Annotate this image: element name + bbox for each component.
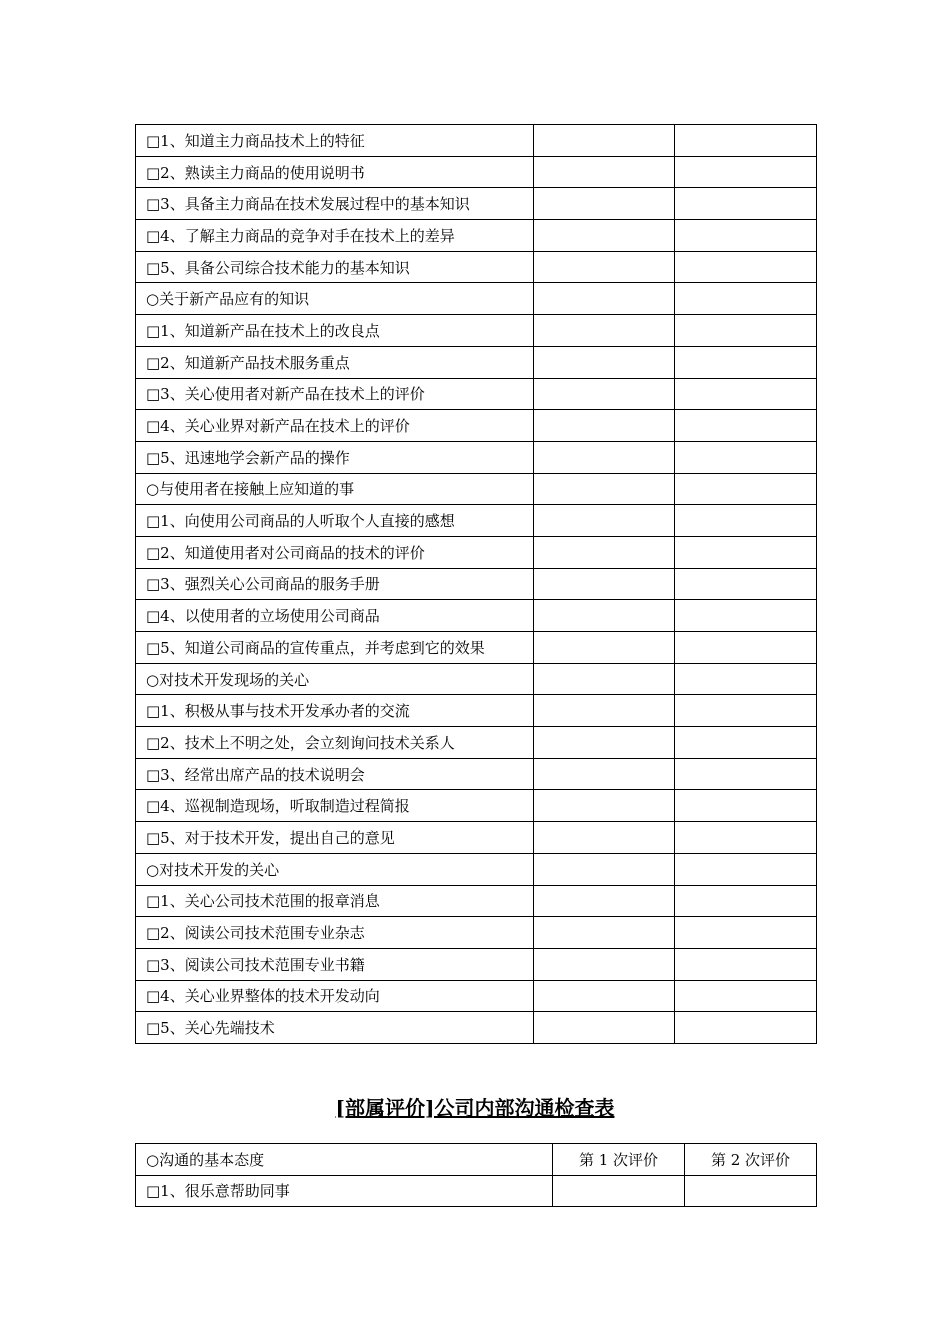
internal-communication-checklist [135, 1143, 817, 1207]
technical-knowledge-checklist [135, 124, 817, 1044]
second-evaluation-cell[interactable] [675, 536, 817, 568]
checklist-item: □4、关心业界对新产品在技术上的评价 [136, 410, 534, 442]
table-row [136, 980, 817, 1012]
second-evaluation-cell[interactable] [675, 727, 817, 759]
first-evaluation-cell[interactable] [553, 1175, 685, 1207]
table-row [136, 790, 817, 822]
second-evaluation-cell[interactable] [675, 441, 817, 473]
first-evaluation-cell[interactable] [534, 758, 675, 790]
second-evaluation-cell[interactable] [675, 568, 817, 600]
second-evaluation-cell[interactable] [675, 251, 817, 283]
first-evaluation-cell[interactable] [534, 695, 675, 727]
first-evaluation-cell[interactable] [534, 568, 675, 600]
second-evaluation-cell[interactable] [675, 632, 817, 664]
checklist-item: □3、关心使用者对新产品在技术上的评价 [136, 378, 534, 410]
checklist-item: □5、迅速地学会新产品的操作 [136, 441, 534, 473]
second-evaluation-cell[interactable] [675, 885, 817, 917]
first-evaluation-cell[interactable] [534, 473, 675, 505]
table-row [136, 156, 817, 188]
second-evaluation-cell[interactable] [675, 378, 817, 410]
table-row [136, 917, 817, 949]
second-evaluation-header: 第 2 次评价 [685, 1144, 817, 1176]
checklist-item: □5、对于技术开发，提出自己的意见 [136, 822, 534, 854]
first-evaluation-cell[interactable] [534, 600, 675, 632]
table-row [136, 410, 817, 442]
checklist-item: □1、关心公司技术范围的报章消息 [136, 885, 534, 917]
table-row [136, 283, 817, 315]
checklist-item: □4、以使用者的立场使用公司商品 [136, 600, 534, 632]
checklist-item: □2、阅读公司技术范围专业杂志 [136, 917, 534, 949]
first-evaluation-cell[interactable] [534, 315, 675, 347]
table-row [136, 378, 817, 410]
table-row [136, 758, 817, 790]
second-evaluation-cell[interactable] [675, 695, 817, 727]
second-evaluation-cell[interactable] [675, 188, 817, 220]
second-evaluation-cell[interactable] [675, 663, 817, 695]
checklist-item: □3、经常出席产品的技术说明会 [136, 758, 534, 790]
first-evaluation-cell[interactable] [534, 410, 675, 442]
checklist-item: □4、了解主力商品的竞争对手在技术上的差异 [136, 220, 534, 252]
table-row [136, 473, 817, 505]
first-evaluation-cell[interactable] [534, 917, 675, 949]
table-row [136, 315, 817, 347]
first-evaluation-cell[interactable] [534, 536, 675, 568]
checklist-item: ○关于新产品应有的知识 [136, 283, 534, 315]
checklist-item: □3、强烈关心公司商品的服务手册 [136, 568, 534, 600]
first-evaluation-cell[interactable] [534, 125, 675, 157]
first-evaluation-cell[interactable] [534, 346, 675, 378]
second-evaluation-cell[interactable] [675, 156, 817, 188]
second-evaluation-cell[interactable] [675, 346, 817, 378]
second-evaluation-cell[interactable] [675, 822, 817, 854]
table-row [136, 1175, 817, 1207]
table-row [136, 663, 817, 695]
table-row [136, 441, 817, 473]
checklist-item: □5、关心先端技术 [136, 1012, 534, 1044]
first-evaluation-cell[interactable] [534, 441, 675, 473]
table-row [136, 600, 817, 632]
table-row [136, 346, 817, 378]
table-row [136, 251, 817, 283]
second-evaluation-cell[interactable] [675, 853, 817, 885]
second-evaluation-cell[interactable] [675, 600, 817, 632]
first-evaluation-cell[interactable] [534, 663, 675, 695]
checklist-item: □4、关心业界整体的技术开发动向 [136, 980, 534, 1012]
checklist-item: □2、技术上不明之处，会立刻询问技术关系人 [136, 727, 534, 759]
table-row [136, 632, 817, 664]
table-row [136, 220, 817, 252]
first-evaluation-cell[interactable] [534, 188, 675, 220]
table-row [136, 188, 817, 220]
checklist-item: □2、熟读主力商品的使用说明书 [136, 156, 534, 188]
first-evaluation-cell[interactable] [534, 727, 675, 759]
first-evaluation-cell[interactable] [534, 853, 675, 885]
first-evaluation-cell[interactable] [534, 283, 675, 315]
checklist-item: □1、很乐意帮助同事 [136, 1175, 553, 1207]
table-row [136, 1012, 817, 1044]
checklist-item: □2、知道使用者对公司商品的技术的评价 [136, 536, 534, 568]
first-evaluation-cell[interactable] [534, 1012, 675, 1044]
second-evaluation-cell[interactable] [675, 410, 817, 442]
table-row [136, 568, 817, 600]
second-evaluation-cell[interactable] [675, 917, 817, 949]
checklist-item: □4、巡视制造现场，听取制造过程简报 [136, 790, 534, 822]
table-row [136, 505, 817, 537]
table-row [136, 125, 817, 157]
second-evaluation-cell[interactable] [675, 283, 817, 315]
second-evaluation-cell[interactable] [675, 980, 817, 1012]
category-heading: ○沟通的基本态度 [136, 1144, 553, 1176]
first-evaluation-cell[interactable] [534, 885, 675, 917]
checklist-item: □1、积极从事与技术开发承办者的交流 [136, 695, 534, 727]
first-evaluation-cell[interactable] [534, 980, 675, 1012]
first-evaluation-cell[interactable] [534, 505, 675, 537]
second-evaluation-cell[interactable] [675, 315, 817, 347]
checklist-item: □3、具备主力商品在技术发展过程中的基本知识 [136, 188, 534, 220]
table-row [136, 948, 817, 980]
table-row [136, 536, 817, 568]
table-header-row [136, 1144, 817, 1176]
first-evaluation-cell[interactable] [534, 822, 675, 854]
second-evaluation-cell[interactable] [675, 125, 817, 157]
checklist-item: □1、向使用公司商品的人听取个人直接的感想 [136, 505, 534, 537]
first-evaluation-cell[interactable] [534, 632, 675, 664]
first-evaluation-cell[interactable] [534, 251, 675, 283]
checklist-item: ○对技术开发现场的关心 [136, 663, 534, 695]
checklist-item: □1、知道主力商品技术上的特征 [136, 125, 534, 157]
second-evaluation-cell[interactable] [675, 758, 817, 790]
section-title: [部属评价]公司内部沟通检查表 [335, 1096, 615, 1120]
first-evaluation-cell[interactable] [534, 790, 675, 822]
table-row [136, 695, 817, 727]
first-evaluation-cell[interactable] [534, 220, 675, 252]
first-evaluation-cell[interactable] [534, 156, 675, 188]
first-evaluation-cell[interactable] [534, 378, 675, 410]
checklist-item: □1、知道新产品在技术上的改良点 [136, 315, 534, 347]
second-evaluation-cell[interactable] [675, 790, 817, 822]
checklist-item: □5、知道公司商品的宣传重点，并考虑到它的效果 [136, 632, 534, 664]
table-row [136, 885, 817, 917]
second-evaluation-cell[interactable] [675, 505, 817, 537]
table-row [136, 727, 817, 759]
first-evaluation-cell[interactable] [534, 948, 675, 980]
checklist-item: ○对技术开发的关心 [136, 853, 534, 885]
second-evaluation-cell[interactable] [675, 1012, 817, 1044]
checklist-item: □3、阅读公司技术范围专业书籍 [136, 948, 534, 980]
second-evaluation-cell[interactable] [675, 220, 817, 252]
table-row [136, 853, 817, 885]
first-evaluation-header: 第 1 次评价 [553, 1144, 685, 1176]
checklist-item: □2、知道新产品技术服务重点 [136, 346, 534, 378]
checklist-item: □5、具备公司综合技术能力的基本知识 [136, 251, 534, 283]
checklist-item: ○与使用者在接触上应知道的事 [136, 473, 534, 505]
second-evaluation-cell[interactable] [675, 948, 817, 980]
second-evaluation-cell[interactable] [685, 1175, 817, 1207]
second-evaluation-cell[interactable] [675, 473, 817, 505]
table-row [136, 822, 817, 854]
